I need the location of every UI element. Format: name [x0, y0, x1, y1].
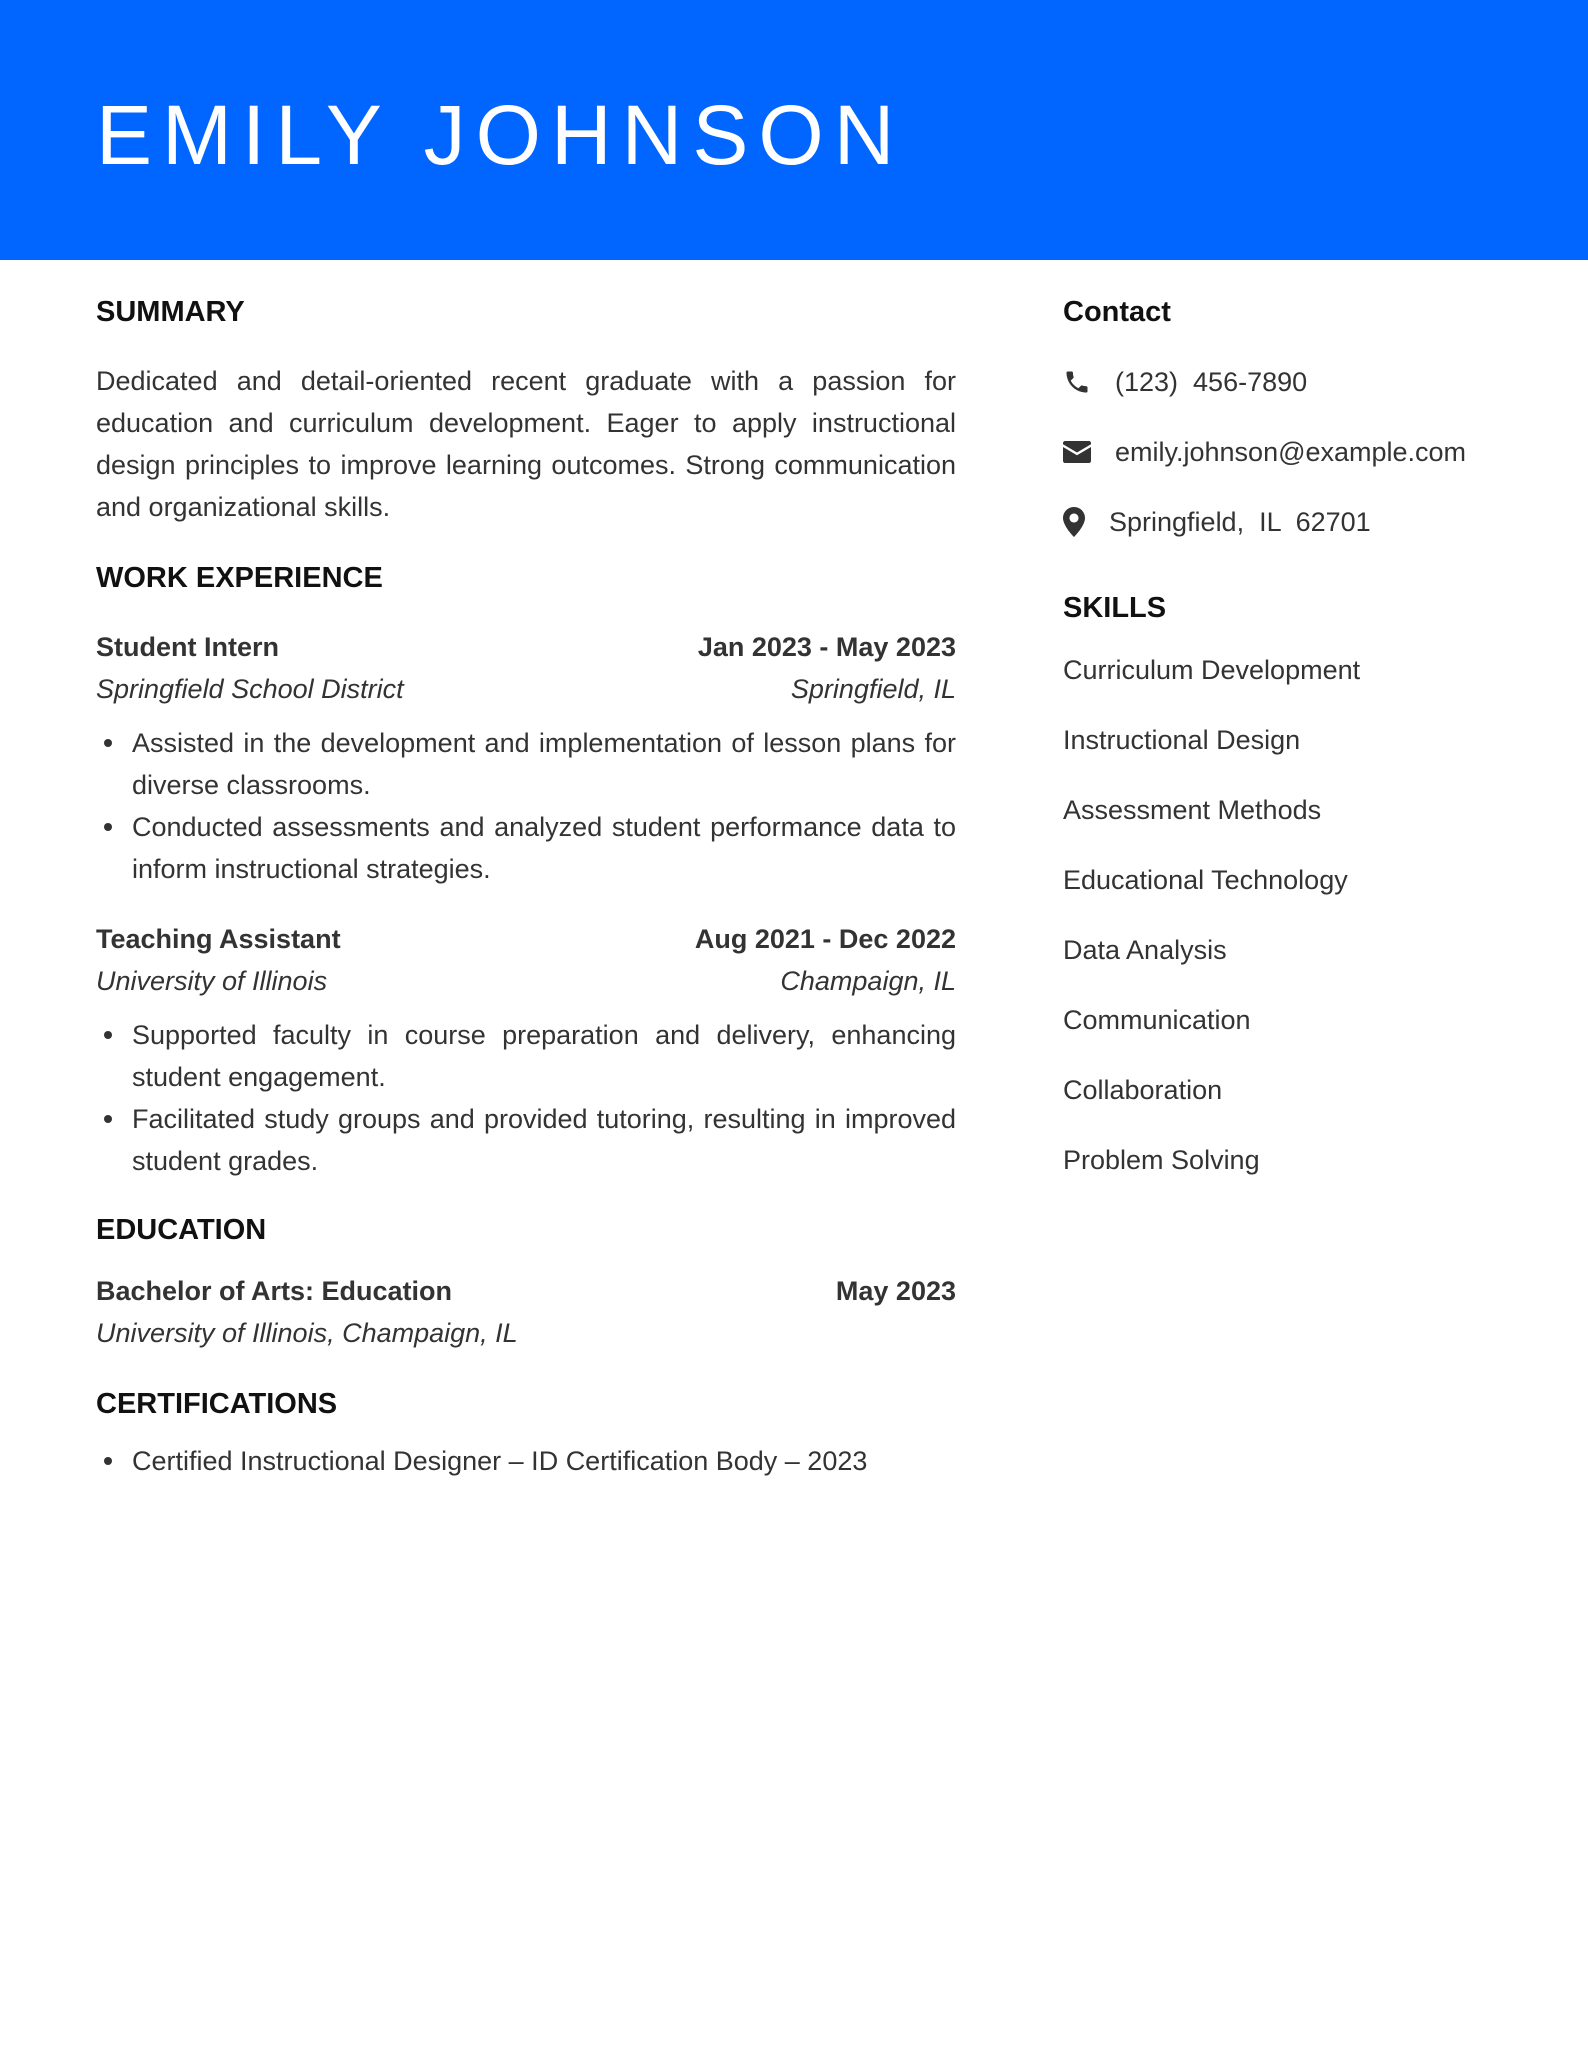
envelope-icon — [1063, 437, 1103, 467]
summary-text: Dedicated and detail-oriented recent graduate with a passion for education and curriculum development. Eager to apply instructional design principles to improve learning outcomes. Strong communication and organizational skills. — [96, 366, 956, 522]
education-heading: EDUCATION — [96, 1214, 267, 1246]
job-bullet: Facilitated study groups and provided tutoring, resulting in improved student grades. — [96, 1098, 956, 1182]
job-organization: University of Illinois — [96, 966, 328, 996]
job-location: Champaign, IL — [780, 966, 956, 996]
contact-heading: Contact — [1063, 296, 1171, 328]
email-address: emily.johnson@example.com — [1115, 437, 1467, 467]
job-bullet: Conducted assessments and analyzed student performance data to inform instructional strategies. — [96, 806, 956, 890]
certifications-heading: CERTIFICATIONS — [96, 1388, 338, 1420]
job-dates: Aug 2021 - Dec 2022 — [694, 924, 956, 954]
school: University of Illinois, Champaign, IL — [96, 1318, 518, 1348]
job-bullets — [96, 722, 956, 890]
phone-icon — [1063, 367, 1103, 397]
work-experience-heading: WORK EXPERIENCE — [96, 562, 383, 594]
contact-email — [1063, 432, 1523, 472]
candidate-name: EMILY JOHNSON — [96, 88, 905, 182]
location-text: Springfield, IL 62701 — [1109, 507, 1371, 537]
contact-phone — [1063, 362, 1523, 402]
header-banner — [0, 0, 1588, 260]
job-bullet: Supported faculty in course preparation and delivery, enhancing student engagement. — [96, 1014, 956, 1098]
summary-heading: SUMMARY — [96, 296, 245, 328]
skills-heading: SKILLS — [1063, 592, 1167, 624]
map-marker-icon — [1063, 507, 1097, 537]
degree-date: May 2023 — [835, 1276, 956, 1306]
job-location: Springfield, IL — [790, 674, 956, 704]
certification-item: Certified Instructional Designer – ID Certification Body – 2023 — [96, 1440, 956, 1482]
sidebar-column — [1063, 292, 1523, 1210]
job-role: Teaching Assistant — [96, 924, 341, 954]
main-column — [96, 292, 956, 1482]
degree: Bachelor of Arts: Education — [96, 1276, 453, 1306]
job-entry — [96, 626, 956, 890]
skill-item: Problem Solving — [1063, 1145, 1260, 1175]
job-bullets — [96, 1014, 956, 1182]
skills-list — [1063, 650, 1523, 1180]
certifications-list — [96, 1440, 956, 1482]
job-dates: Jan 2023 - May 2023 — [697, 632, 956, 662]
skill-item: Assessment Methods — [1063, 795, 1322, 825]
contact-location — [1063, 502, 1523, 542]
skill-item: Instructional Design — [1063, 725, 1301, 755]
job-entry — [96, 918, 956, 1182]
skill-item: Data Analysis — [1063, 935, 1227, 965]
job-role: Student Intern — [96, 632, 279, 662]
education-entry — [96, 1270, 956, 1354]
skill-item: Communication — [1063, 1005, 1251, 1035]
phone-number: (123) 456-7890 — [1115, 367, 1308, 397]
skill-item: Educational Technology — [1063, 865, 1348, 895]
skill-item: Collaboration — [1063, 1075, 1223, 1105]
job-bullet: Assisted in the development and implementation of lesson plans for diverse classrooms. — [96, 722, 956, 806]
skill-item: Curriculum Development — [1063, 655, 1361, 685]
job-organization: Springfield School District — [96, 674, 404, 704]
